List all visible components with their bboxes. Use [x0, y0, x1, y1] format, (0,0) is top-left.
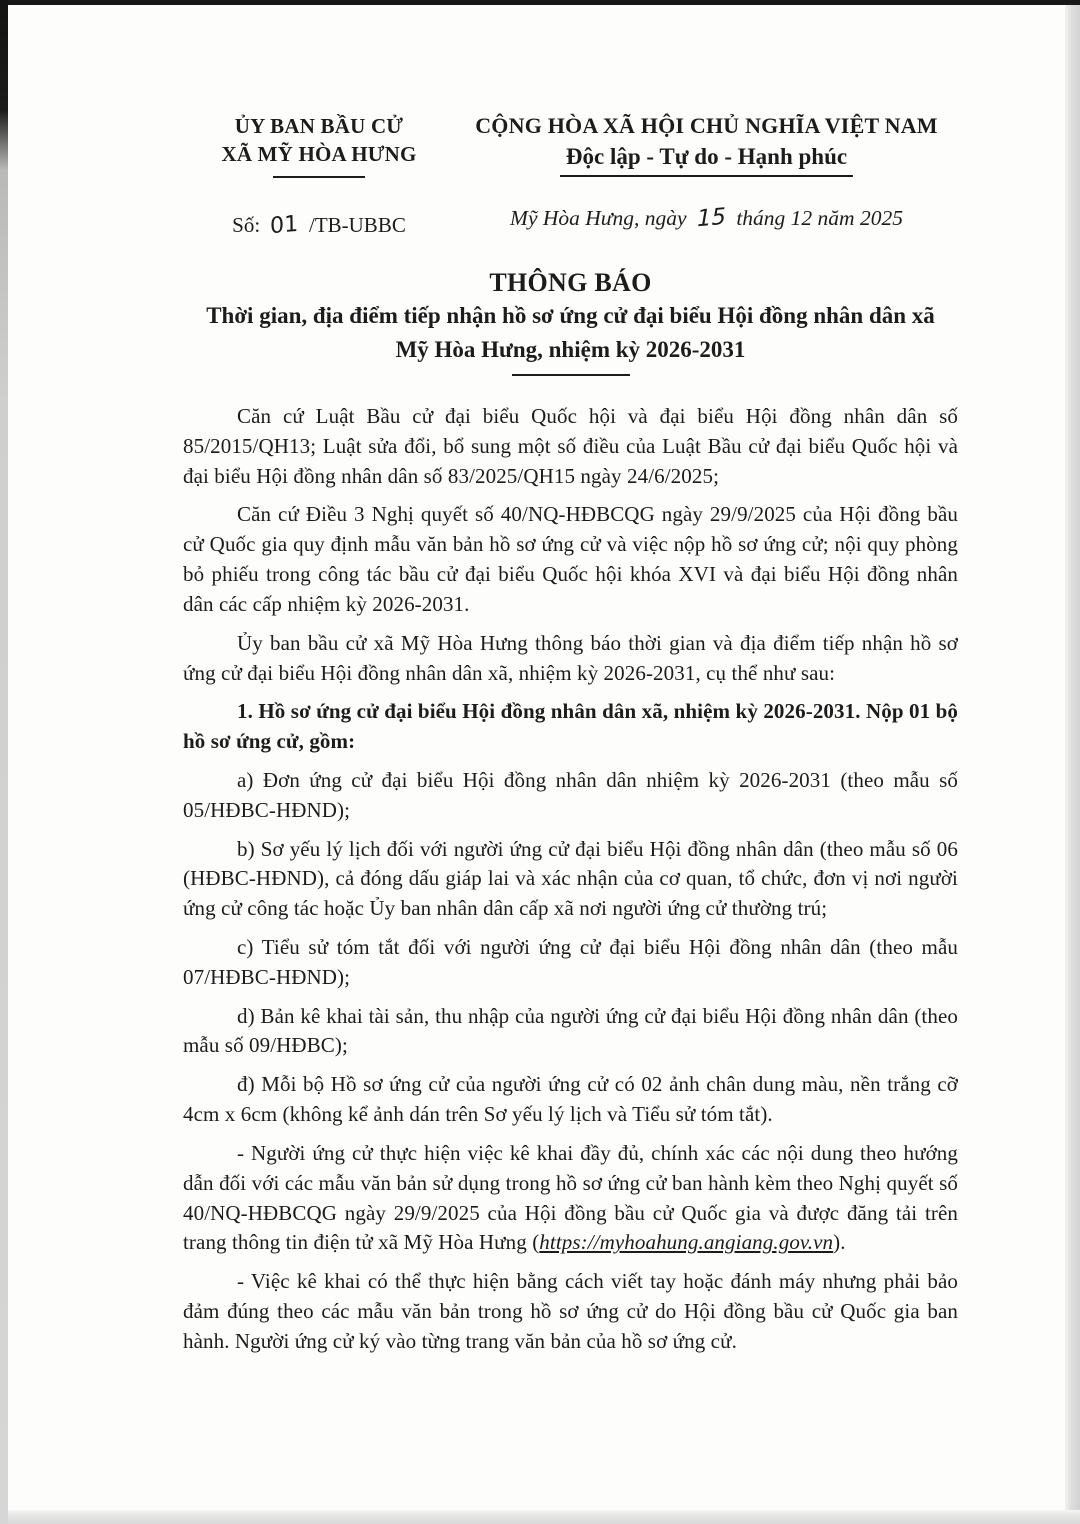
- note-declaration-closing: ).: [833, 1230, 846, 1255]
- paragraph-legal-basis-2: Căn cứ Điều 3 Nghị quyết số 40/NQ-HĐBCQG ngày 29/9/2025 của Hội đồng bầu cử Quốc gia quy định mẫu văn bản hồ sơ ứng cử và việc nộp hồ sơ ứng cử; nội quy phòng bỏ phiếu trong công tác bầu cử đại biểu Quốc hội khóa XVI và đại biểu Hội đồng nhân dân các cấp nhiệm kỳ 2026-2031.: [183, 502, 958, 616]
- document-title: THÔNG BÁO: [489, 267, 652, 297]
- paragraph-announcement: Ủy ban bầu cử xã Mỹ Hòa Hưng thông báo thời gian và địa điểm tiếp nhận hồ sơ ứng cử đại biểu Hội đồng nhân dân xã, nhiệm kỳ 2026-2031, cụ thể như sau:: [183, 630, 958, 685]
- dossier-item-d: d) Bản kê khai tài sản, thu nhập của người ứng cử đại biểu Hội đồng nhân dân (theo mẫu số 09/HĐBC);: [183, 1003, 958, 1058]
- document-body: [183, 402, 958, 1357]
- document-number-suffix: /TB-UBBC: [308, 212, 406, 237]
- issuing-org-line1: ỦY BAN BẦU CỬ: [234, 114, 404, 138]
- document-header: [183, 112, 958, 238]
- document-number-label: Số:: [232, 212, 261, 237]
- date-suffix: tháng 12 năm 2025: [736, 206, 903, 231]
- dossier-item-a: a) Đơn ứng cử đại biểu Hội đồng nhân dân nhiệm kỳ 2026-2031 (theo mẫu số 05/HĐBC-HĐND);: [183, 767, 958, 822]
- date-line: [455, 205, 958, 231]
- document-number: [183, 212, 455, 238]
- paragraph-legal-basis-1: Căn cứ Luật Bầu cử đại biểu Quốc hội và đại biểu Hội đồng nhân dân số 85/2015/QH13; Luật sửa đổi, bổ sung một số điều của Luật Bầu cử đại biểu Quốc hội và đại biểu Hội đồng nhân dân số 83/2025/QH15 ngày 24/6/2025;: [183, 404, 958, 488]
- note-declaration-text: - Người ứng cử thực hiện việc kê khai đầy đủ, chính xác các nội dung theo hướng dẫn đối với các mẫu văn bản sử dụng trong hồ sơ ứng cử ban hành kèm theo Nghị quyết số 40/NQ-HĐBCQG ngày 29/9/2025 của Hội đồng bầu cử Quốc gia và được đăng tải trên trang thông tin điện tử xã Mỹ Hòa Hưng (: [183, 1140, 958, 1255]
- issuing-org-line2: XÃ MỸ HÒA HƯNG: [221, 142, 417, 167]
- note-declaration-method: - Việc kê khai có thể thực hiện bằng cách viết tay hoặc đánh máy nhưng phải bảo đảm đúng theo các mẫu văn bản trong hồ sơ ứng cử do Hội đồng bầu cử Quốc gia ban hành. Người ứng cử ký vào từng trang văn bản của hồ sơ ứng cử.: [183, 1269, 958, 1353]
- national-motto-line1: CỘNG HÒA XÃ HỘI CHỦ NGHĨA VIỆT NAM: [475, 113, 938, 138]
- title-block: [183, 268, 958, 376]
- title-underline: [512, 374, 630, 376]
- scan-edge-bottom: [0, 1510, 1080, 1524]
- website-link: https://myhoahung.angiang.gov.vn: [539, 1230, 834, 1255]
- document-subtitle-line2: Mỹ Hòa Hưng, nhiệm kỳ 2026-2031: [395, 337, 746, 363]
- dossier-item-c: c) Tiểu sử tóm tắt đối với người ứng cử đại biểu Hội đồng nhân dân (theo mẫu 07/HĐBC-HĐND);: [183, 935, 958, 989]
- document-subtitle-line1: Thời gian, địa điểm tiếp nhận hồ sơ ứng cử đại biểu Hội đồng nhân dân xã: [206, 302, 935, 328]
- dossier-item-dd: đ) Mỗi bộ Hồ sơ ứng cử của người ứng cử có 02 ảnh chân dung màu, nền trắng cỡ 4cm x 6cm (không kể ảnh dán trên Sơ yếu lý lịch và Tiểu sử tóm tắt).: [183, 1072, 958, 1127]
- org-underline: [273, 176, 365, 178]
- date-place-prefix: Mỹ Hòa Hưng, ngày: [510, 206, 687, 231]
- document-number-handwritten: 01: [270, 210, 299, 239]
- national-header-block: [455, 112, 958, 238]
- issuing-org-block: [183, 112, 455, 238]
- section-1-heading: 1. Hồ sơ ứng cử đại biểu Hội đồng nhân dân xã, nhiệm kỳ 2026-2031. Nộp 01 bộ hồ sơ ứng cử, gồm:: [183, 699, 958, 754]
- dossier-item-b: b) Sơ yếu lý lịch đối với người ứng cử đại biểu Hội đồng nhân dân (theo mẫu số 06 (HĐBC-HĐND), cả đóng dấu giáp lai và xác nhận của cơ quan, tổ chức, đơn vị nơi người ứng cử công tác hoặc Ủy ban nhân dân cấp xã nơi người ứng cử thường trú;: [183, 836, 958, 921]
- note-declaration-guidance: [183, 1139, 958, 1258]
- national-motto-line2: Độc lập - Tự do - Hạnh phúc: [560, 141, 853, 178]
- date-day-handwritten: 15: [696, 204, 727, 233]
